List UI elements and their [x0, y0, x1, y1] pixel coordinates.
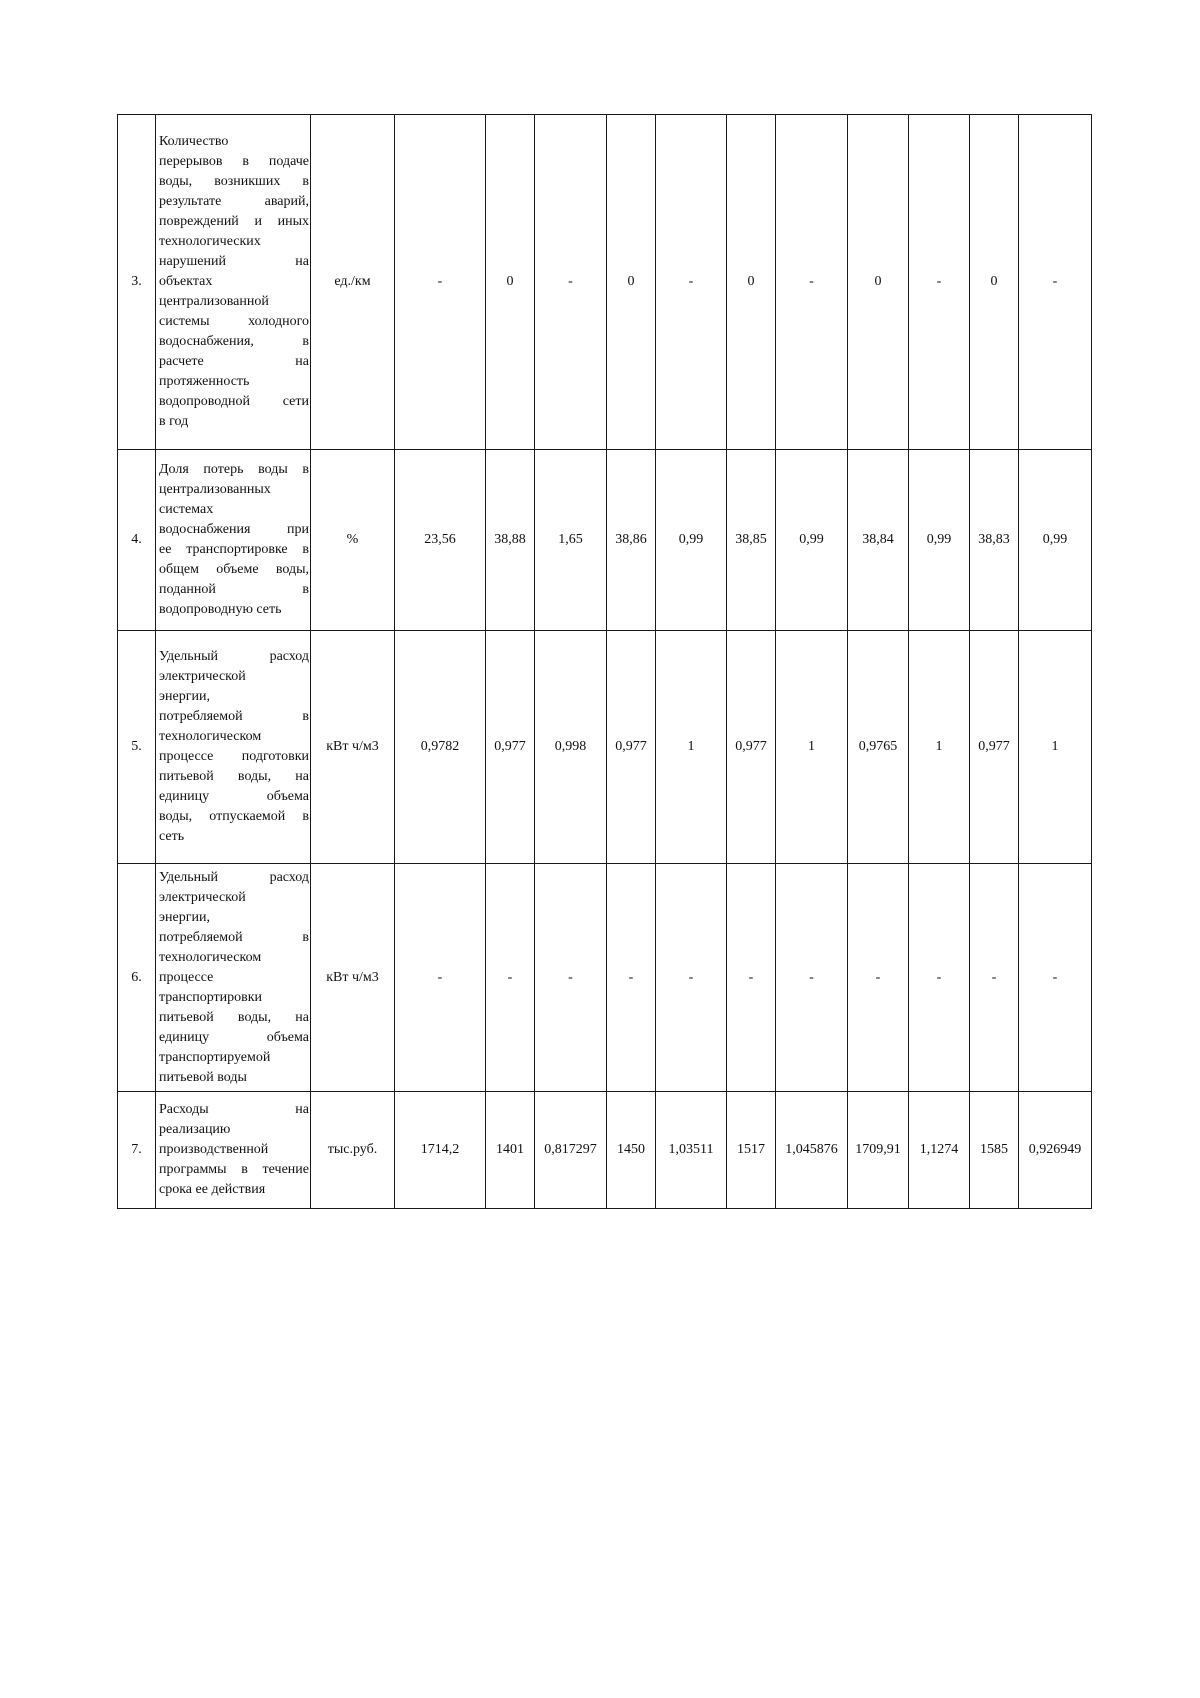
row-number: 6. [118, 864, 156, 1092]
value-cell: 1,65 [535, 450, 607, 631]
indicator-name-line: Расходы на [159, 1102, 309, 1117]
indicator-name-line: протяженность [159, 374, 250, 389]
value-cell: - [909, 864, 970, 1092]
unit-cell: % [311, 450, 395, 631]
value-cell: 0,977 [486, 631, 535, 864]
indicator-name [156, 450, 311, 631]
indicator-name-line: транспортируемой [159, 1049, 271, 1065]
table-row [118, 1092, 1092, 1209]
indicator-name-line: потребляемой в [159, 709, 309, 724]
value-cell: 1 [776, 631, 848, 864]
indicator-name-line: водопроводную сеть [159, 602, 282, 617]
value-cell: 1 [1019, 631, 1092, 864]
indicator-name-line: потребляемой в [159, 929, 309, 945]
value-cell: 0 [727, 115, 776, 450]
value-cell: 0,998 [535, 631, 607, 864]
value-cell: - [776, 864, 848, 1092]
indicator-name-line: Количество [159, 134, 229, 149]
indicator-name-lines [159, 132, 309, 432]
indicators-table [117, 114, 1092, 1209]
value-cell: 0,817297 [535, 1092, 607, 1209]
value-cell: 0 [607, 115, 656, 450]
value-cell: 38,84 [848, 450, 909, 631]
value-cell: 0,9765 [848, 631, 909, 864]
unit-cell: ед./км [311, 115, 395, 450]
indicator-name-line: энергии, [159, 689, 210, 704]
unit-cell: кВт ч/м3 [311, 631, 395, 864]
value-cell: - [727, 864, 776, 1092]
value-cell: 1709,91 [848, 1092, 909, 1209]
value-cell: 38,88 [486, 450, 535, 631]
indicator-name-line: технологическом [159, 949, 262, 965]
indicator-name-line: воды, возникших в [159, 174, 309, 189]
indicator-name-line: процессе подготовки [159, 749, 309, 764]
indicator-name-line: общем объеме воды, [159, 562, 309, 577]
value-cell: - [486, 864, 535, 1092]
indicator-name-line: питьевой воды, на [159, 1009, 309, 1025]
value-cell: - [395, 115, 486, 450]
indicator-name-line: повреждений и иных [159, 214, 309, 229]
value-cell: - [656, 864, 727, 1092]
indicator-name-line: Доля потерь воды в [159, 462, 309, 477]
table-row [118, 864, 1092, 1092]
value-cell: 1714,2 [395, 1092, 486, 1209]
value-cell: - [607, 864, 656, 1092]
indicator-name-line: ее транспортировке в [159, 542, 309, 557]
value-cell: 0,9782 [395, 631, 486, 864]
indicator-name-line: системах [159, 502, 214, 517]
indicator-name-line: результате аварий, [159, 194, 309, 209]
unit-cell: кВт ч/м3 [311, 864, 395, 1092]
indicator-name-line: в год [159, 414, 189, 429]
indicator-name [156, 631, 311, 864]
value-cell: 0,977 [970, 631, 1019, 864]
table-row [118, 450, 1092, 631]
indicator-name-line: расчете на [159, 354, 309, 369]
indicator-name-lines [159, 647, 309, 847]
value-cell: - [909, 115, 970, 450]
indicator-name-line: нарушений на [159, 254, 309, 269]
indicator-name-line: водопроводной сети [159, 394, 309, 409]
value-cell: 0,99 [909, 450, 970, 631]
indicator-name-lines [159, 460, 309, 620]
indicator-name [156, 864, 311, 1092]
value-cell: 1,03511 [656, 1092, 727, 1209]
indicator-name-line: перерывов в подаче [159, 154, 309, 169]
indicator-name-line: водоснабжения, в [159, 334, 309, 349]
indicator-name-line: водоснабжения при [159, 522, 309, 537]
indicator-name-line: единицу объема [159, 1029, 309, 1045]
indicator-name-line: сеть [159, 829, 185, 844]
indicator-name-line: объектах [159, 274, 213, 289]
value-cell: - [1019, 864, 1092, 1092]
table-body [118, 115, 1092, 1209]
value-cell: 0,99 [1019, 450, 1092, 631]
value-cell: 0 [848, 115, 909, 450]
value-cell: 23,56 [395, 450, 486, 631]
indicator-name-line: транспортировки [159, 989, 263, 1005]
value-cell: 0,977 [727, 631, 776, 864]
table-row [118, 115, 1092, 450]
indicator-name [156, 115, 311, 450]
indicator-name-line: энергии, [159, 909, 210, 925]
indicator-name-line: Удельный расход [159, 649, 309, 664]
value-cell: 0,99 [776, 450, 848, 631]
indicator-name-line: процессе [159, 969, 214, 985]
row-number: 7. [118, 1092, 156, 1209]
indicator-name-line: единицу объема [159, 789, 309, 804]
value-cell: 0 [486, 115, 535, 450]
value-cell: 38,86 [607, 450, 656, 631]
value-cell: - [1019, 115, 1092, 450]
indicator-name-line: поданной в [159, 582, 309, 597]
indicator-name-line: программы в течение [159, 1162, 309, 1177]
indicator-name-line: технологических [159, 234, 261, 249]
value-cell: 38,85 [727, 450, 776, 631]
value-cell: 1,045876 [776, 1092, 848, 1209]
value-cell: - [535, 115, 607, 450]
value-cell: 0,926949 [1019, 1092, 1092, 1209]
indicator-name-line: воды, отпускаемой в [159, 809, 309, 824]
row-number: 3. [118, 115, 156, 450]
indicator-name-line: централизованных [159, 482, 271, 497]
row-number: 5. [118, 631, 156, 864]
indicator-name-line: питьевой воды, на [159, 769, 309, 784]
indicator-name-line: электрической [159, 669, 246, 684]
value-cell: - [970, 864, 1019, 1092]
row-number: 4. [118, 450, 156, 631]
value-cell: - [656, 115, 727, 450]
indicator-name-line: срока ее действия [159, 1182, 266, 1197]
value-cell: 1 [656, 631, 727, 864]
indicator-name [156, 1092, 311, 1209]
indicator-name-line: питьевой воды [159, 1069, 247, 1085]
value-cell: 38,83 [970, 450, 1019, 631]
value-cell: - [848, 864, 909, 1092]
value-cell: - [776, 115, 848, 450]
value-cell: 0,977 [607, 631, 656, 864]
indicator-name-line: реализацию [159, 1122, 231, 1137]
indicator-name-line: централизованной [159, 294, 269, 309]
unit-cell: тыс.руб. [311, 1092, 395, 1209]
value-cell: - [395, 864, 486, 1092]
value-cell: 0 [970, 115, 1019, 450]
indicator-name-line: электрической [159, 889, 246, 905]
indicator-name-line: системы холодного [159, 314, 309, 329]
indicator-name-line: технологическом [159, 729, 262, 744]
value-cell: 1450 [607, 1092, 656, 1209]
indicator-name-lines [159, 868, 309, 1088]
indicator-name-line: Удельный расход [159, 869, 309, 885]
value-cell: 1517 [727, 1092, 776, 1209]
value-cell: 0,99 [656, 450, 727, 631]
value-cell: 1401 [486, 1092, 535, 1209]
indicator-name-line: производственной [159, 1142, 269, 1157]
value-cell: 1,1274 [909, 1092, 970, 1209]
indicator-name-lines [159, 1100, 309, 1200]
value-cell: - [535, 864, 607, 1092]
value-cell: 1 [909, 631, 970, 864]
value-cell: 1585 [970, 1092, 1019, 1209]
table-row [118, 631, 1092, 864]
